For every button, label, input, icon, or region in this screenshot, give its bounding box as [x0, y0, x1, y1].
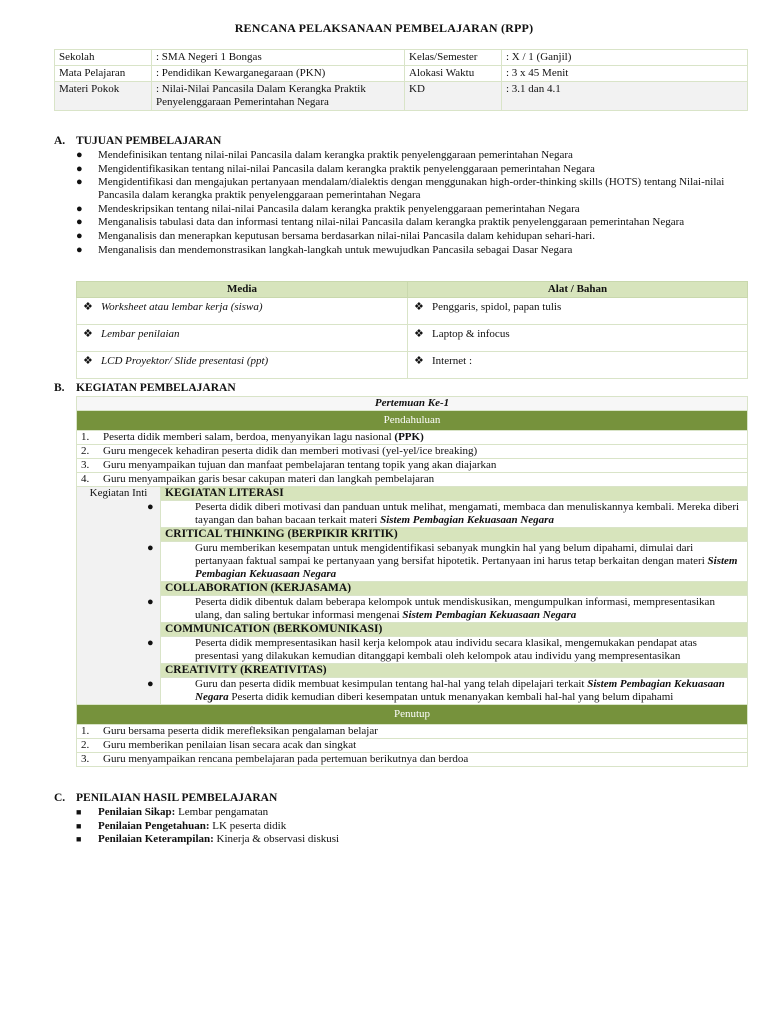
- bullet-icon: ●: [76, 162, 83, 175]
- inti-heading: COLLABORATION (KERJASAMA): [161, 582, 748, 596]
- media-cell: ❖ Lembar penilaian: [77, 325, 408, 352]
- alat-header: Alat / Bahan: [408, 282, 748, 298]
- inti-heading: CRITICAL THINKING (BERPIKIR KRITIK): [161, 528, 748, 542]
- info-label: Materi Pokok: [55, 82, 152, 111]
- info-row: [55, 82, 748, 111]
- media-header-row: [77, 282, 748, 298]
- inti-item: ● Guru memberikan kesempatan untuk mengidentifikasi sebanyak mungkin hal yang belum dipahami, dimulai dari pertanyaan faktual sampai ke pertanyaan yang bersifat hipotetik. Pertanyaan ini harus tetap berkaitan dengan materi Sistem Pembagian Kekuasaan Negara: [161, 542, 748, 582]
- diamond-bullet-icon: ❖: [83, 355, 93, 367]
- inti-item: ● Guru dan peserta didik membuat kesimpulan tentang hal-hal yang telah dipelajari terkait Sistem Pembagian Kekuasaan Negara Peserta didik kemudian diberi kesempatan untuk menanyakan kembali hal-hal yang belum dipahami: [161, 678, 748, 705]
- kegiatan-inti-label: Kegiatan Inti: [77, 487, 161, 705]
- media-header: Media: [77, 282, 408, 298]
- info-value: : SMA Negeri 1 Bongas: [152, 50, 405, 66]
- alat-cell: ❖ Penggaris, spidol, papan tulis: [408, 298, 748, 325]
- section-title: TUJUAN PEMBELAJARAN: [76, 135, 222, 147]
- square-bullet-icon: ■: [76, 807, 82, 817]
- table-row: 3. Guru menyampaikan tujuan dan manfaat pembelajaran tentang topik yang akan diajarkan: [77, 459, 748, 473]
- penutup-band: Penutup: [77, 705, 748, 725]
- table-row: 2. Guru memberikan penilaian lisan secara acak dan singkat: [77, 739, 748, 753]
- diamond-bullet-icon: ❖: [414, 301, 424, 313]
- alat-cell: ❖ Laptop & infocus: [408, 325, 748, 352]
- square-bullet-icon: ■: [76, 820, 82, 831]
- inti-item: ● Peserta didik dibentuk dalam beberapa kelompok untuk mendiskusikan, mengumpulkan informasi, mempresentasikan ulang, dan saling bertukar informasi mengenai Sistem Pembagian Kekuasaan Negara: [161, 596, 748, 623]
- section-letter: B.: [54, 382, 65, 394]
- table-row: 1. Peserta didik memberi salam, berdoa, menyanyikan lagu nasional (PPK): [77, 431, 748, 445]
- info-label: Sekolah: [55, 50, 152, 66]
- table-row: [77, 298, 748, 325]
- list-item: ● Mengidentifikasi dan mengajukan pertanyaan mendalam/dialektis dengan menggunakan high-order-thinking skills (HOTS) tentang Nilai-nilai Pancasila dalam kerangka praktik penyelenggaraan pemerintahan Negara: [76, 176, 725, 202]
- list-item: ■ Penilaian Sikap: Lembar pengamatan: [76, 806, 269, 818]
- penilaian-list: [76, 806, 748, 847]
- list-item: ● Menganalisis tabulasi data dan informasi tentang nilai-nilai Pancasila dalam kerangka praktik penyelenggaraan pemerintahan Negara: [76, 216, 685, 229]
- info-label: Mata Pelajaran: [55, 66, 152, 82]
- table-row: 3. Guru menyampaikan rencana pembelajaran pada pertemuan berikutnya dan berdoa: [77, 753, 748, 767]
- info-value: : Pendidikan Kewarganegaraan (PKN): [152, 66, 405, 82]
- pendahuluan-band: Pendahuluan: [77, 411, 748, 431]
- table-row: [77, 352, 748, 379]
- inti-heading: CREATIVITY (KREATIVITAS): [161, 664, 748, 678]
- bullet-icon: ●: [76, 149, 83, 161]
- bullet-icon: ●: [76, 216, 83, 229]
- table-row: 2. Guru mengecek kehadiran peserta didik dan memberi motivasi (yel-yel/ice breaking): [77, 445, 748, 459]
- list-item: ● Mendefinisikan tentang nilai-nilai Pancasila dalam kerangka praktik penyelenggaraan pemerintahan Negara: [76, 149, 573, 161]
- media-cell: ❖ Worksheet atau lembar kerja (siswa): [77, 298, 408, 325]
- info-label: Alokasi Waktu: [405, 66, 502, 82]
- info-label: KD: [405, 82, 502, 111]
- diamond-bullet-icon: ❖: [414, 355, 424, 367]
- diamond-bullet-icon: ❖: [83, 328, 93, 340]
- bullet-icon: ●: [76, 243, 83, 256]
- pertemuan-label: Pertemuan Ke-1: [77, 397, 748, 411]
- section-a-heading: [54, 135, 221, 148]
- diamond-bullet-icon: ❖: [83, 301, 93, 313]
- list-item: ■ Penilaian Pengetahuan: LK peserta didik: [76, 819, 287, 832]
- section-letter: A.: [54, 135, 66, 147]
- table-row: 4. Guru menyampaikan garis besar cakupan materi dan langkah pembelajaran: [77, 473, 748, 487]
- list-item: ● Mengidentifikasikan tentang nilai-nilai Pancasila dalam kerangka praktik penyelenggaraan pemerintahan Negara: [76, 162, 595, 175]
- info-row: [55, 66, 748, 82]
- bullet-icon: ●: [76, 176, 83, 189]
- info-value: : 3.1 dan 4.1: [502, 82, 748, 111]
- list-item: ● Menganalisis dan mendemonstrasikan langkah-langkah untuk mewujudkan Pancasila sebagai Dasar Negara: [76, 243, 573, 256]
- alat-cell: ❖ Internet :: [408, 352, 748, 379]
- section-letter: C.: [54, 792, 66, 804]
- media-table: [76, 281, 748, 379]
- table-row: 1. Guru bersama peserta didik merefleksikan pengalaman belajar: [77, 725, 748, 739]
- diamond-bullet-icon: ❖: [414, 328, 424, 340]
- list-item: ■ Penilaian Keterampilan: Kinerja & observasi diskusi: [76, 833, 340, 845]
- kegiatan-table: [76, 396, 748, 767]
- square-bullet-icon: ■: [76, 834, 82, 844]
- inti-heading: COMMUNICATION (BERKOMUNIKASI): [161, 623, 748, 637]
- section-title: PENILAIAN HASIL PEMBELAJARAN: [76, 792, 278, 804]
- section-b-heading: [54, 382, 236, 395]
- section-title: KEGIATAN PEMBELAJARAN: [76, 382, 236, 394]
- tujuan-list: [76, 149, 748, 257]
- info-value: : Nilai-Nilai Pancasila Dalam Kerangka Praktik Penyelenggaraan Pemerintahan Negara: [152, 82, 405, 111]
- table-row: [77, 325, 748, 352]
- media-cell: ❖ LCD Proyektor/ Slide presentasi (ppt): [77, 352, 408, 379]
- document-title: RENCANA PELAKSANAAN PEMBELAJARAN (RPP): [234, 21, 534, 35]
- bullet-icon: ●: [76, 202, 83, 215]
- bullet-icon: ●: [76, 229, 83, 242]
- info-row: [55, 50, 748, 66]
- inti-item: ● Peserta didik mempresentasikan hasil kerja kelompok atau individu secara klasikal, mengemukakan pendapat atas presentasi yang dilakukan kemudian ditanggapi kembali oleh kelompok atau individu yang mempresentasikan: [161, 637, 748, 664]
- info-value: : X / 1 (Ganjil): [502, 50, 748, 66]
- list-item: ● Mendeskripsikan tentang nilai-nilai Pancasila dalam kerangka praktik penyelenggaraan pemerintahan Negara: [76, 202, 580, 215]
- info-value: : 3 x 45 Menit: [502, 66, 748, 82]
- info-label: Kelas/Semester: [405, 50, 502, 66]
- info-table: [54, 49, 748, 111]
- inti-item: ● Peserta didik diberi motivasi dan panduan untuk melihat, mengamati, membaca dan menuliskannya kembali. Mereka diberi tayangan dan bahan bacaan terkait materi Sistem Pembagian Kekuasaan Negara: [161, 501, 748, 528]
- list-item: ● Menganalisis dan menerapkan keputusan bersama berdasarkan nilai-nilai Pancasila dalam kehidupan sehari-hari.: [76, 229, 595, 242]
- inti-heading: KEGIATAN LITERASI: [161, 487, 748, 501]
- section-c-heading: [54, 792, 277, 805]
